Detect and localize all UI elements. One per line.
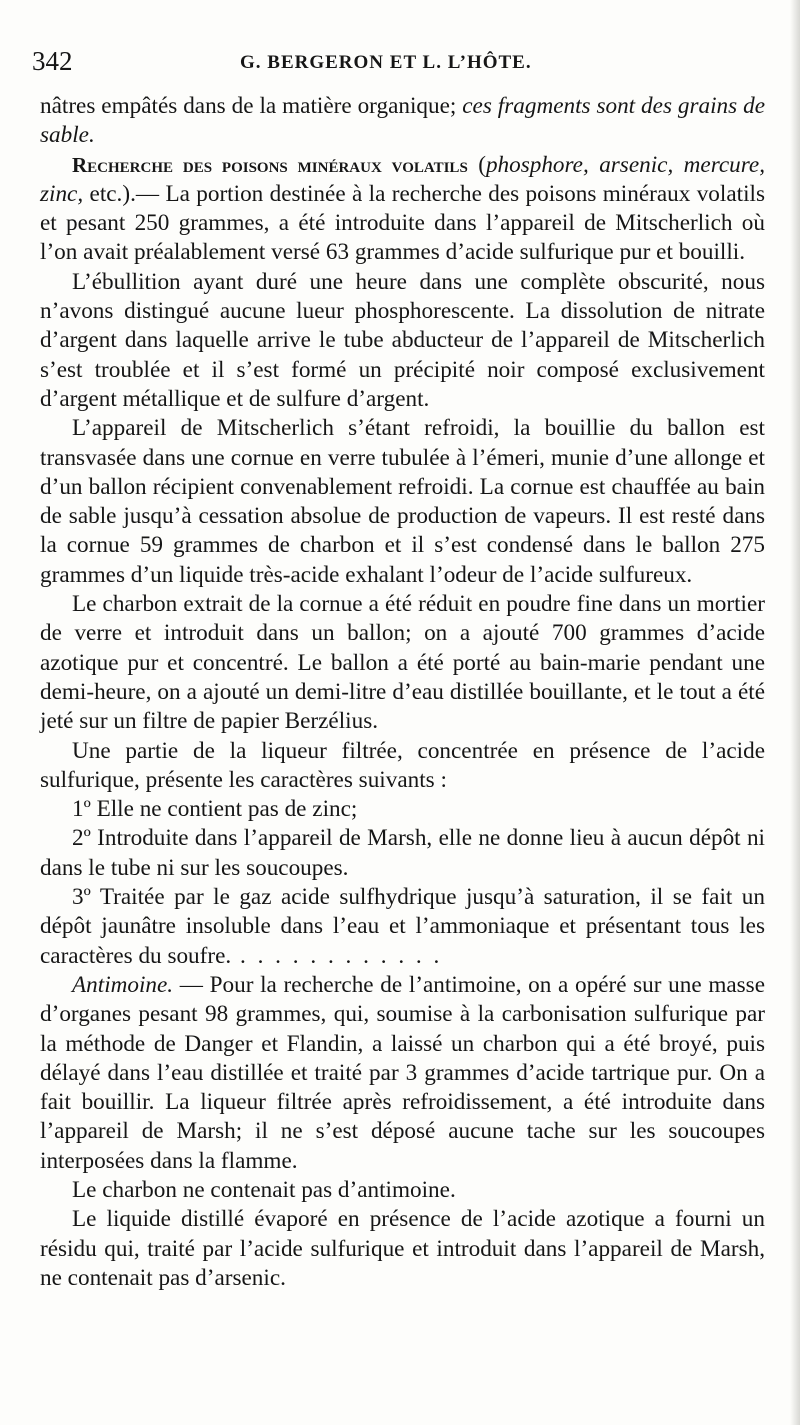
- paragraph-continuation: nâtres empâtés dans de la matière organique; ces fragments sont des grains de sable.: [40, 93, 765, 149]
- page-number: 342: [32, 46, 73, 76]
- italic-element-list: phosphore, arsenic, mercure, zinc,: [40, 151, 765, 207]
- body-text: [40, 92, 765, 1293]
- paragraph-cornue: L’appareil de Mitscherlich s’étant refroidi, la bouillie du ballon est transvasée dans une cornue en verre tubulée à l’émeri, munie d’une allonge et d’un ballon récipient convenablement refroidi. La cornue est chauffée au bain de sable jusqu’à cessation absolue de production de vapeurs. Il est resté dans la cornue 59 grammes de charbon et il s’est condensé dans le ballon 275 grammes d’un liquide très-acide exhalant l’odeur de l’acide sulfureux.: [40, 415, 765, 588]
- paragraph-charbon: Le charbon extrait de la cornue a été réduit en poudre fine dans un mortier de verre et introduit dans un ballon; on a ajouté 700 grammes d’acide azotique pur et concentré. Le ballon a été porté au bain-marie pendant une demi-heure, on a ajouté un demi-litre d’eau distillée bouillante, et le tout a été jeté sur un filtre de papier Berzélius.: [40, 591, 765, 735]
- list-item-2: 2º Introduite dans l’appareil de Marsh, elle ne donne lieu à aucun dépôt ni dans le tube ni sur les soucoupes.: [40, 825, 765, 881]
- paragraph-volatile-poisons: Recherche des poisons minéraux volatils (phosphore, arsenic, mercure, zinc, etc.).— La portion destinée à la recherche des poisons minéraux volatils et pesant 250 grammes, a été introduite dans l’appareil de Mitscherlich où l’on avait préalablement versé 63 grammes d’acide sulfurique pur et bouilli.: [40, 151, 765, 266]
- paragraph-antimoine: Antimoine. — Pour la recherche de l’antimoine, on a opéré sur une masse d’organes pesant 98 grammes, qui, soumise à la carbonisation sulfurique par la méthode de Danger et Flandin, a laissé un charbon qui a été broyé, puis délayé dans l’eau distillée et traité par 3 grammes d’acide tartrique pur. On a fait bouillir. La liqueur filtrée après refroidissement, a été introduite dans l’appareil de Marsh; il ne s’est déposé aucune tache sur les soucoupes interposées dans la flamme.: [40, 971, 765, 1174]
- running-head: G. BERGERON ET L. L’HÔTE.: [240, 52, 532, 73]
- leader-dots: . . . . . . . . . . . .: [231, 942, 443, 969]
- paragraph-no-antimony: Le charbon ne contenait pas d’antimoine.: [72, 1176, 456, 1203]
- paragraph-liqueur: Une partie de la liqueur filtrée, concentrée en présence de l’acide sulfurique, présente les caractères suivants :: [40, 737, 765, 793]
- paragraph-ebullition: L’ébullition ayant duré une heure dans une complète obscurité, nous n’avons distingué aucune lueur phosphorescente. La dissolution de nitrate d’argent dans laquelle arrive le tube abducteur de l’appareil de Mitscherlich s’est troublée et il s’est formé un précipité noir composé exclusivement d’argent métallique et de sulfure d’argent.: [40, 268, 765, 412]
- italic-heading-antimoine: Antimoine.: [72, 971, 174, 998]
- italic-phrase: ces fragments sont des grains de sable.: [40, 93, 765, 149]
- paragraph-no-arsenic: Le liquide distillé évaporé en présence de l’acide azotique a fourni un résidu qui, traité par l’acide sulfurique et introduit dans l’appareil de Marsh, ne contenait pas d’arsenic.: [40, 1206, 765, 1291]
- page-header: [30, 44, 770, 78]
- section-heading-volatile-poisons: Recherche des poisons minéraux volatils: [72, 152, 468, 177]
- list-item-1: 1º Elle ne contient pas de zinc;: [72, 796, 358, 823]
- list-item-3: 3º Traitée par le gaz acide sulfhydrique jusqu’à saturation, il se fait un dépôt jaunâtre insoluble dans l’eau et l’ammoniaque et présentant tous les caractères du soufre. . . . . . . . . . . . .: [40, 884, 765, 969]
- page-edge-shadow: [790, 0, 800, 1425]
